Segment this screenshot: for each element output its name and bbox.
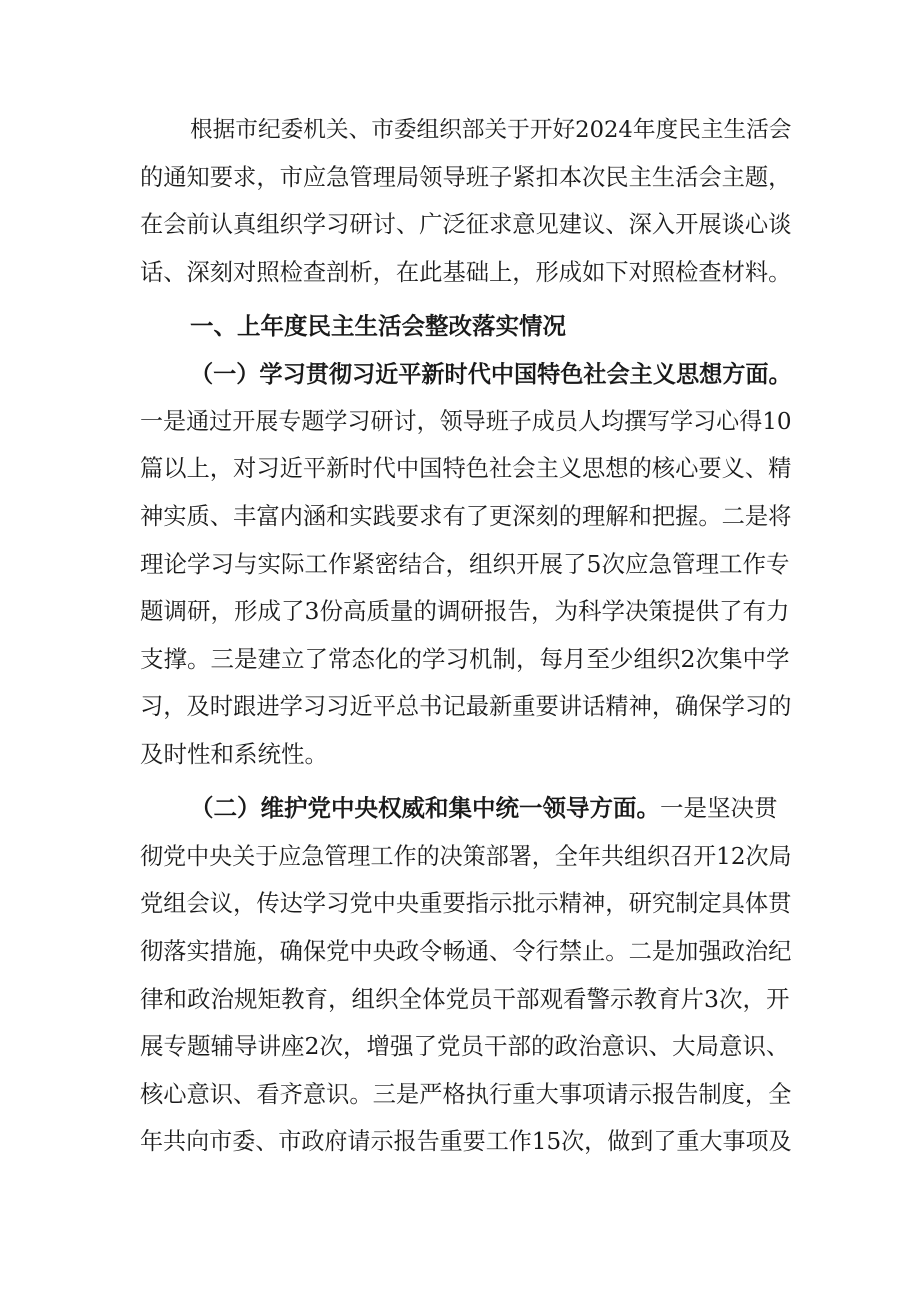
body-line: [0, 834, 920, 878]
body-line: [0, 1072, 920, 1116]
body-text: 一是通过开展专题学习研讨，领导班子成员人均撰写学习心得10: [140, 409, 792, 435]
body-line: [0, 446, 920, 490]
body-line: [0, 1024, 920, 1068]
item-title-line: [0, 352, 920, 396]
body-line: [0, 977, 920, 1021]
body-text: 年共向市委、市政府请示报告重要工作15次，做到了重大事项及: [140, 1129, 792, 1155]
body-line: [0, 881, 920, 925]
body-text: 篇以上，对习近平新时代中国特色社会主义思想的核心要义、精: [140, 455, 792, 482]
intro-text: 话、深刻对照检查剖析，在此基础上，形成如下对照检查材料。: [140, 259, 792, 286]
body-text: 彻落实措施，确保党中央政令畅通、令行禁止。二是加强政治纪: [140, 938, 792, 965]
body-line: [0, 399, 920, 443]
section-heading-text: 一、上年度民主生活会整改落实情况: [190, 312, 566, 340]
body-line: [0, 589, 920, 633]
intro-line: [0, 202, 920, 246]
intro-text: 的通知要求，市应急管理局领导班子紧扣本次民主生活会主题，: [140, 164, 792, 191]
body-text: 及时性和系统性。: [140, 740, 328, 768]
item-two-title: （二）维护党中央权威和集中统一领导方面。: [190, 794, 660, 822]
body-text: 彻党中央关于应急管理工作的决策部署，全年共组织召开12次局: [140, 844, 792, 870]
body-line: [0, 929, 920, 973]
body-text: 习，及时跟进学习习近平总书记最新重要讲话精神，确保学习的: [140, 693, 792, 720]
body-text: 核心意识、看齐意识。三是严格执行重大事项请示报告制度，全: [140, 1081, 792, 1108]
body-text: 展专题辅导讲座2次，增强了党员干部的政治意识、大局意识、: [140, 1032, 790, 1060]
body-line: [0, 637, 920, 681]
body-line: [0, 732, 920, 776]
body-text: 律和政治规矩教育，组织全体党员干部观看警示教育片3次，开: [140, 985, 790, 1013]
body-line: [0, 494, 920, 538]
body-text: 支撑。三是建立了常态化的学习机制，每月至少组织2次集中学: [140, 645, 790, 673]
item-two-first-line-rest: 一是坚决贯: [660, 794, 778, 822]
section-heading: [0, 304, 920, 348]
intro-line: [0, 107, 920, 151]
body-line: [0, 542, 920, 586]
body-text: 题调研，形成了3份高质量的调研报告，为科学决策提供了有力: [140, 597, 790, 625]
intro-line: [0, 155, 920, 199]
body-line: [0, 684, 920, 728]
intro-text: 根据市纪委机关、市委组织部关于开好2024年度民主生活会: [190, 117, 792, 143]
body-text: 神实质、丰富内涵和实践要求有了更深刻的理解和把握。二是将: [140, 503, 792, 530]
item-one-title: （一）学习贯彻习近平新时代中国特色社会主义思想方面。: [190, 362, 792, 388]
intro-text: 在会前认真组织学习研讨、广泛征求意见建议、深入开展谈心谈: [140, 211, 792, 238]
body-text: 党组会议，传达学习党中央重要指示批示精神，研究制定具体贯: [140, 890, 792, 917]
intro-line: [0, 250, 920, 294]
body-line: [0, 1119, 920, 1163]
item-title-line: [0, 786, 920, 830]
body-text: 理论学习与实际工作紧密结合，组织开展了5次应急管理工作专: [140, 550, 790, 578]
